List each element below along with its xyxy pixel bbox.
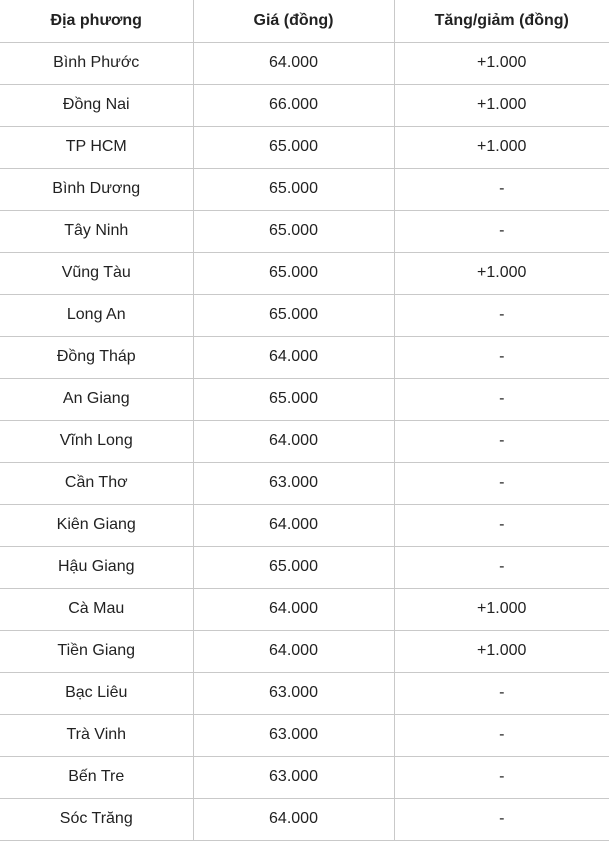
region-cell: TP HCM: [0, 126, 193, 168]
table-row: [0, 294, 609, 336]
price-cell: 63.000: [193, 714, 394, 756]
table-row: [0, 126, 609, 168]
region-cell: Bình Phước: [0, 42, 193, 84]
table-body: [0, 42, 609, 840]
price-cell: 64.000: [193, 588, 394, 630]
price-cell: 65.000: [193, 294, 394, 336]
region-cell: Tây Ninh: [0, 210, 193, 252]
change-cell: +1.000: [394, 126, 609, 168]
price-cell: 64.000: [193, 798, 394, 840]
change-cell: +1.000: [394, 42, 609, 84]
region-cell: Tiền Giang: [0, 630, 193, 672]
price-cell: 65.000: [193, 546, 394, 588]
price-cell: 64.000: [193, 336, 394, 378]
region-cell: Bình Dương: [0, 168, 193, 210]
change-cell: -: [394, 714, 609, 756]
header-change: Tăng/giảm (đồng): [394, 0, 609, 42]
price-cell: 63.000: [193, 672, 394, 714]
change-cell: +1.000: [394, 252, 609, 294]
table-row: [0, 672, 609, 714]
table-row: [0, 84, 609, 126]
region-cell: An Giang: [0, 378, 193, 420]
change-cell: -: [394, 420, 609, 462]
change-cell: -: [394, 336, 609, 378]
region-cell: Trà Vinh: [0, 714, 193, 756]
region-cell: Long An: [0, 294, 193, 336]
table-row: [0, 756, 609, 798]
change-cell: -: [394, 546, 609, 588]
region-cell: Bến Tre: [0, 756, 193, 798]
price-cell: 65.000: [193, 210, 394, 252]
region-cell: Bạc Liêu: [0, 672, 193, 714]
table-row: [0, 546, 609, 588]
header-price: Giá (đồng): [193, 0, 394, 42]
change-cell: -: [394, 798, 609, 840]
price-cell: 66.000: [193, 84, 394, 126]
region-cell: Đồng Tháp: [0, 336, 193, 378]
table-row: [0, 798, 609, 840]
region-cell: Sóc Trăng: [0, 798, 193, 840]
region-cell: Vũng Tàu: [0, 252, 193, 294]
price-cell: 65.000: [193, 168, 394, 210]
header-region: Địa phương: [0, 0, 193, 42]
region-cell: Kiên Giang: [0, 504, 193, 546]
change-cell: -: [394, 462, 609, 504]
table-row: [0, 42, 609, 84]
table-row: [0, 420, 609, 462]
region-cell: Cà Mau: [0, 588, 193, 630]
table-row: [0, 630, 609, 672]
change-cell: +1.000: [394, 588, 609, 630]
region-cell: Hậu Giang: [0, 546, 193, 588]
table-row: [0, 168, 609, 210]
price-cell: 65.000: [193, 252, 394, 294]
table-row: [0, 462, 609, 504]
region-cell: Cần Thơ: [0, 462, 193, 504]
region-cell: Đồng Nai: [0, 84, 193, 126]
price-cell: 63.000: [193, 756, 394, 798]
change-cell: -: [394, 168, 609, 210]
change-cell: +1.000: [394, 630, 609, 672]
price-cell: 64.000: [193, 630, 394, 672]
price-cell: 65.000: [193, 378, 394, 420]
change-cell: -: [394, 672, 609, 714]
price-cell: 63.000: [193, 462, 394, 504]
table-row: [0, 504, 609, 546]
table-row: [0, 378, 609, 420]
table-row: [0, 252, 609, 294]
change-cell: -: [394, 756, 609, 798]
region-cell: Vĩnh Long: [0, 420, 193, 462]
table-row: [0, 336, 609, 378]
change-cell: -: [394, 210, 609, 252]
change-cell: -: [394, 378, 609, 420]
table-header: [0, 0, 609, 42]
change-cell: -: [394, 294, 609, 336]
header-row: [0, 0, 609, 42]
change-cell: +1.000: [394, 84, 609, 126]
change-cell: -: [394, 504, 609, 546]
table-row: [0, 210, 609, 252]
price-cell: 64.000: [193, 420, 394, 462]
price-cell: 64.000: [193, 42, 394, 84]
table-row: [0, 714, 609, 756]
price-cell: 64.000: [193, 504, 394, 546]
price-cell: 65.000: [193, 126, 394, 168]
table-row: [0, 588, 609, 630]
